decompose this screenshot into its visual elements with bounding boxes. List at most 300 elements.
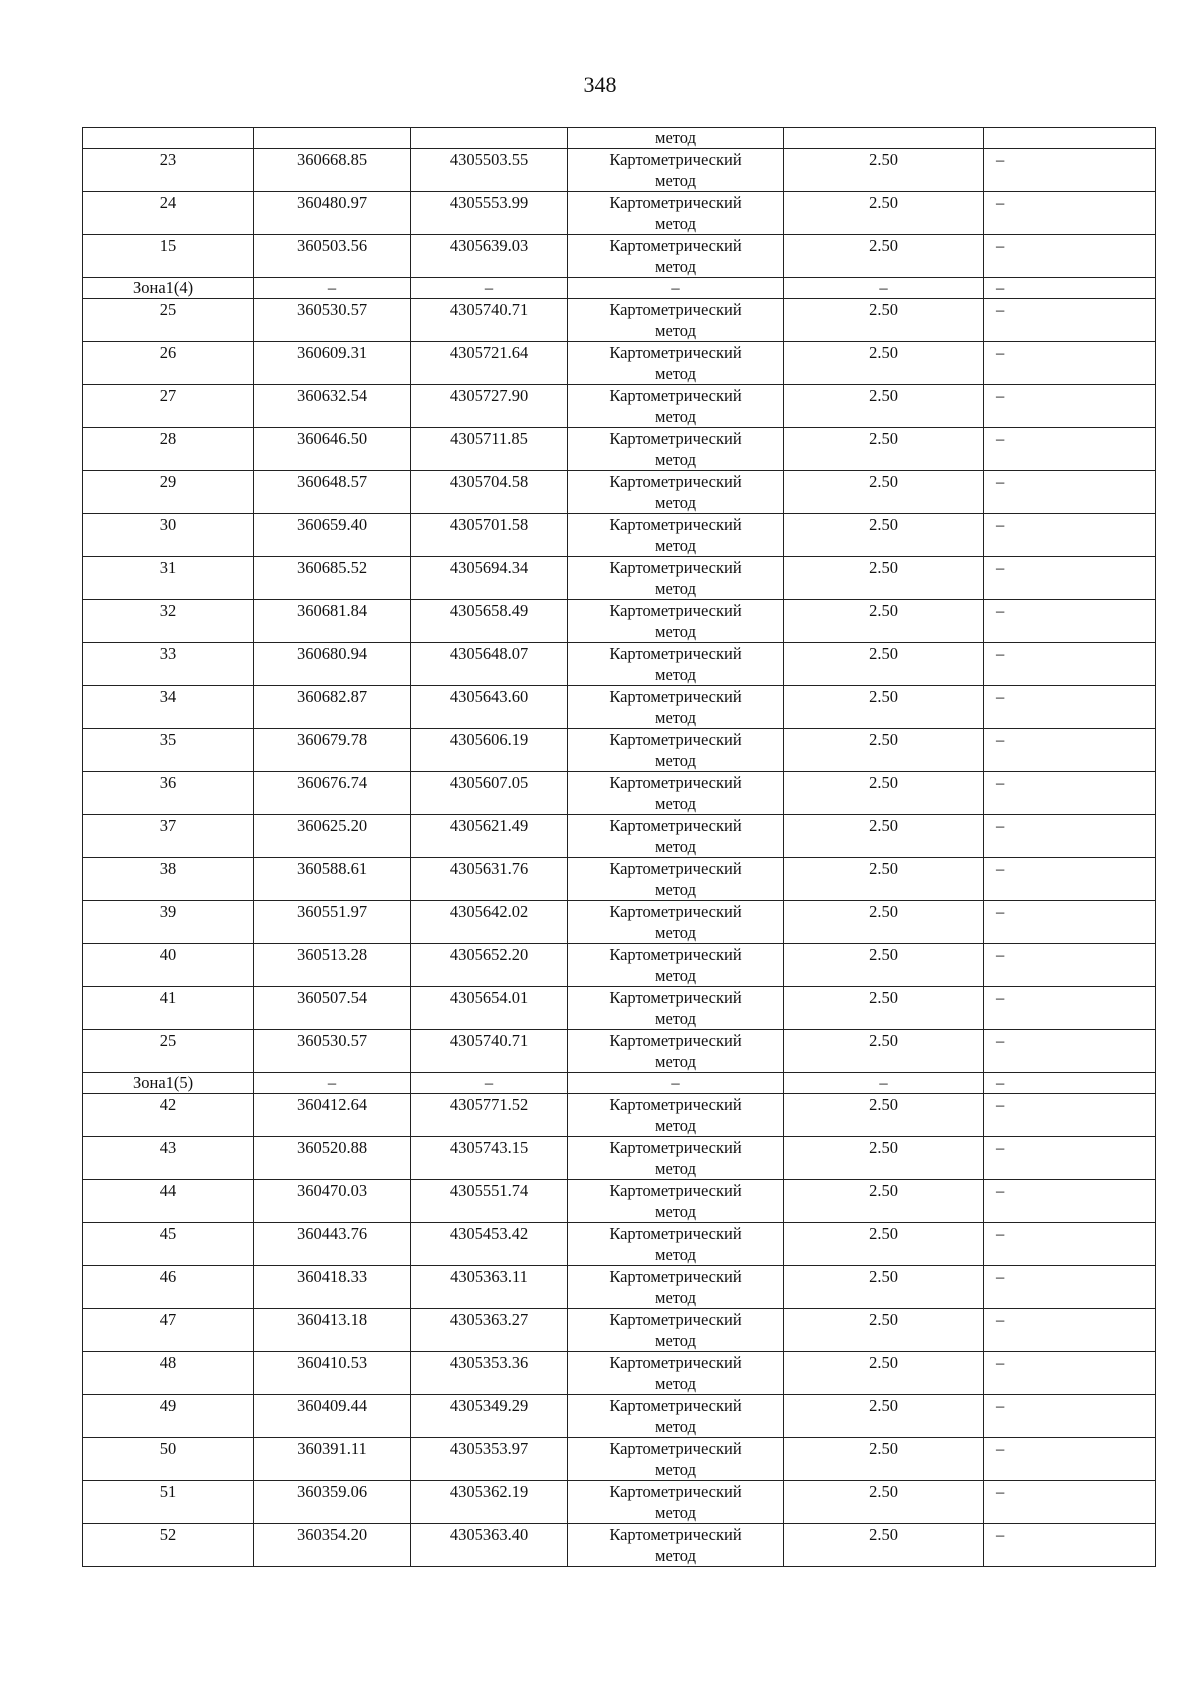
point-number-cell: 35 [83, 729, 254, 772]
method-cell [568, 428, 784, 471]
x-coordinate-cell: 360507.54 [254, 987, 411, 1030]
method-line-1: Картометрический [609, 558, 742, 577]
accuracy-cell: 2.50 [784, 557, 984, 600]
accuracy-cell: 2.50 [784, 1094, 984, 1137]
point-number-cell: 39 [83, 901, 254, 944]
method-cell [568, 772, 784, 815]
x-coordinate-cell: 360412.64 [254, 1094, 411, 1137]
method-line-1: Картометрический [609, 1095, 742, 1114]
y-coordinate-cell: 4305363.11 [411, 1266, 568, 1309]
method-line-2: метод [655, 214, 696, 233]
method-line-2: метод [655, 321, 696, 340]
x-coordinate-cell: 360354.20 [254, 1524, 411, 1567]
y-coordinate-cell: 4305349.29 [411, 1395, 568, 1438]
continuation-cell-y [411, 128, 568, 149]
method-cell [568, 192, 784, 235]
point-number-cell: 38 [83, 858, 254, 901]
table-row [83, 987, 1156, 1030]
note-cell: – [984, 1223, 1156, 1266]
method-line-1: Картометрический [609, 300, 742, 319]
y-coordinate-cell: 4305621.49 [411, 815, 568, 858]
method-line-2: метод [655, 364, 696, 383]
y-coordinate-cell: 4305607.05 [411, 772, 568, 815]
method-line-2: метод [655, 1288, 696, 1307]
point-number-cell: 44 [83, 1180, 254, 1223]
method-line-1: Картометрический [609, 1439, 742, 1458]
table-row [83, 1030, 1156, 1073]
y-coordinate-cell: 4305606.19 [411, 729, 568, 772]
accuracy-cell: 2.50 [784, 471, 984, 514]
note-cell: – [984, 471, 1156, 514]
note-cell: – [984, 901, 1156, 944]
method-line-1: Картометрический [609, 773, 742, 792]
table-row [83, 1223, 1156, 1266]
method-line-2: метод [655, 1009, 696, 1028]
accuracy-cell: 2.50 [784, 1030, 984, 1073]
note-cell: – [984, 729, 1156, 772]
point-number-cell: 33 [83, 643, 254, 686]
method-line-1: Картометрический [609, 1031, 742, 1050]
point-number-cell: 48 [83, 1352, 254, 1395]
point-number-cell: 30 [83, 514, 254, 557]
table-row [83, 1137, 1156, 1180]
method-line-2: метод [655, 1417, 696, 1436]
y-coordinate-cell: 4305642.02 [411, 901, 568, 944]
y-coordinate-cell: 4305551.74 [411, 1180, 568, 1223]
accuracy-cell: 2.50 [784, 192, 984, 235]
note-cell: – [984, 1352, 1156, 1395]
method-cell [568, 1094, 784, 1137]
note-cell: – [984, 342, 1156, 385]
accuracy-cell: 2.50 [784, 514, 984, 557]
x-coordinate-cell: 360681.84 [254, 600, 411, 643]
y-coordinate-cell: 4305363.27 [411, 1309, 568, 1352]
method-cell [568, 385, 784, 428]
method-line-1: Картометрический [609, 902, 742, 921]
table-row [83, 428, 1156, 471]
accuracy-cell: 2.50 [784, 772, 984, 815]
y-coordinate-cell: 4305658.49 [411, 600, 568, 643]
method-line-1: Картометрический [609, 472, 742, 491]
method-line-1: Картометрический [609, 1396, 742, 1415]
accuracy-cell: 2.50 [784, 1266, 984, 1309]
accuracy-cell: 2.50 [784, 385, 984, 428]
y-coordinate-cell: 4305353.97 [411, 1438, 568, 1481]
y-coordinate-cell: 4305503.55 [411, 149, 568, 192]
method-line-2: метод [655, 493, 696, 512]
y-coordinate-cell: 4305652.20 [411, 944, 568, 987]
note-cell: – [984, 149, 1156, 192]
method-cell [568, 600, 784, 643]
point-number-cell: 41 [83, 987, 254, 1030]
method-cell [568, 1395, 784, 1438]
note-cell: – [984, 772, 1156, 815]
x-coordinate-cell: 360409.44 [254, 1395, 411, 1438]
point-number-cell: 27 [83, 385, 254, 428]
method-cell [568, 235, 784, 278]
method-line-1: Картометрический [609, 687, 742, 706]
zone-dash-cell: – [984, 278, 1156, 299]
x-coordinate-cell: 360632.54 [254, 385, 411, 428]
accuracy-cell: 2.50 [784, 815, 984, 858]
table-row [83, 686, 1156, 729]
table-row [83, 1094, 1156, 1137]
x-coordinate-cell: 360391.11 [254, 1438, 411, 1481]
method-line-1: Картометрический [609, 515, 742, 534]
accuracy-cell: 2.50 [784, 1438, 984, 1481]
method-line-2: метод [655, 1202, 696, 1221]
method-line-2: метод [655, 923, 696, 942]
method-cell [568, 858, 784, 901]
x-coordinate-cell: 360679.78 [254, 729, 411, 772]
method-cell [568, 1438, 784, 1481]
table-row [83, 385, 1156, 428]
table-row [83, 815, 1156, 858]
method-cell [568, 1137, 784, 1180]
x-coordinate-cell: 360520.88 [254, 1137, 411, 1180]
y-coordinate-cell: 4305740.71 [411, 299, 568, 342]
accuracy-cell: 2.50 [784, 235, 984, 278]
method-line-2: метод [655, 1116, 696, 1135]
zone-dash-cell: – [568, 1073, 784, 1094]
point-number-cell: 31 [83, 557, 254, 600]
point-number-cell: 25 [83, 1030, 254, 1073]
y-coordinate-cell: 4305362.19 [411, 1481, 568, 1524]
x-coordinate-cell: 360513.28 [254, 944, 411, 987]
x-coordinate-cell: 360359.06 [254, 1481, 411, 1524]
y-coordinate-cell: 4305771.52 [411, 1094, 568, 1137]
accuracy-cell: 2.50 [784, 1524, 984, 1567]
method-line-2: метод [655, 536, 696, 555]
y-coordinate-cell: 4305639.03 [411, 235, 568, 278]
method-line-2: метод [655, 708, 696, 727]
y-coordinate-cell: 4305453.42 [411, 1223, 568, 1266]
note-cell: – [984, 428, 1156, 471]
accuracy-cell: 2.50 [784, 944, 984, 987]
method-cell [568, 901, 784, 944]
zone-dash-cell: – [984, 1073, 1156, 1094]
accuracy-cell: 2.50 [784, 1481, 984, 1524]
method-line-2: метод [655, 450, 696, 469]
method-line-1: Картометрический [609, 1353, 742, 1372]
x-coordinate-cell: 360668.85 [254, 149, 411, 192]
accuracy-cell: 2.50 [784, 858, 984, 901]
accuracy-cell: 2.50 [784, 1137, 984, 1180]
method-line-2: метод [655, 1546, 696, 1565]
method-line-1: Картометрический [609, 601, 742, 620]
method-cell [568, 557, 784, 600]
accuracy-cell: 2.50 [784, 686, 984, 729]
method-cell [568, 471, 784, 514]
accuracy-cell: 2.50 [784, 1223, 984, 1266]
method-cell [568, 1481, 784, 1524]
method-line-2: метод [655, 1052, 696, 1071]
method-cell [568, 342, 784, 385]
x-coordinate-cell: 360413.18 [254, 1309, 411, 1352]
zone-dash-cell: – [784, 278, 984, 299]
method-line-2: метод [655, 579, 696, 598]
y-coordinate-cell: 4305643.60 [411, 686, 568, 729]
x-coordinate-cell: 360418.33 [254, 1266, 411, 1309]
method-line-2: метод [655, 1460, 696, 1479]
continuation-cell-note [984, 128, 1156, 149]
continuation-cell-number [83, 128, 254, 149]
x-coordinate-cell: 360682.87 [254, 686, 411, 729]
accuracy-cell: 2.50 [784, 729, 984, 772]
y-coordinate-cell: 4305694.34 [411, 557, 568, 600]
table-row [83, 514, 1156, 557]
method-cell [568, 1030, 784, 1073]
method-line-1: Картометрический [609, 1525, 742, 1544]
table-row [83, 1481, 1156, 1524]
y-coordinate-cell: 4305704.58 [411, 471, 568, 514]
method-line-2: метод [655, 1374, 696, 1393]
point-number-cell: 45 [83, 1223, 254, 1266]
accuracy-cell: 2.50 [784, 987, 984, 1030]
y-coordinate-cell: 4305648.07 [411, 643, 568, 686]
table-row [83, 342, 1156, 385]
point-number-cell: 24 [83, 192, 254, 235]
zone-dash-cell: – [254, 1073, 411, 1094]
method-cell [568, 686, 784, 729]
point-number-cell: 52 [83, 1524, 254, 1567]
method-cell [568, 514, 784, 557]
y-coordinate-cell: 4305353.36 [411, 1352, 568, 1395]
method-line-2: метод [655, 171, 696, 190]
method-line-2: метод [655, 1331, 696, 1350]
point-number-cell: 43 [83, 1137, 254, 1180]
accuracy-cell: 2.50 [784, 600, 984, 643]
table-row [83, 299, 1156, 342]
table-row [83, 944, 1156, 987]
table-row [83, 600, 1156, 643]
point-number-cell: 47 [83, 1309, 254, 1352]
table-row [83, 901, 1156, 944]
table-row [83, 192, 1156, 235]
y-coordinate-cell: 4305553.99 [411, 192, 568, 235]
method-line-2: метод [655, 407, 696, 426]
note-cell: – [984, 944, 1156, 987]
table-row [83, 471, 1156, 514]
note-cell: – [984, 235, 1156, 278]
note-cell: – [984, 192, 1156, 235]
x-coordinate-cell: 360625.20 [254, 815, 411, 858]
table-row [83, 858, 1156, 901]
y-coordinate-cell: 4305363.40 [411, 1524, 568, 1567]
method-line-1: Картометрический [609, 386, 742, 405]
note-cell: – [984, 514, 1156, 557]
page-number: 348 [583, 72, 617, 97]
table-row [83, 1309, 1156, 1352]
method-line-1: Картометрический [609, 429, 742, 448]
zone-dash-cell: – [568, 278, 784, 299]
y-coordinate-cell: 4305711.85 [411, 428, 568, 471]
method-line-1: Картометрический [609, 1482, 742, 1501]
x-coordinate-cell: 360551.97 [254, 901, 411, 944]
y-coordinate-cell: 4305701.58 [411, 514, 568, 557]
method-cell [568, 1352, 784, 1395]
x-coordinate-cell: 360648.57 [254, 471, 411, 514]
x-coordinate-cell: 360443.76 [254, 1223, 411, 1266]
method-line-1: Картометрический [609, 1224, 742, 1243]
coordinates-table [82, 127, 1156, 1567]
method-cell [568, 1180, 784, 1223]
point-number-cell: 25 [83, 299, 254, 342]
method-line-1: Картометрический [609, 816, 742, 835]
method-cell [568, 643, 784, 686]
method-line-2: метод [655, 665, 696, 684]
method-cell [568, 299, 784, 342]
x-coordinate-cell: 360588.61 [254, 858, 411, 901]
accuracy-cell: 2.50 [784, 342, 984, 385]
method-line-2: метод [655, 1503, 696, 1522]
point-number-cell: 34 [83, 686, 254, 729]
note-cell: – [984, 858, 1156, 901]
continuation-cell-x [254, 128, 411, 149]
note-cell: – [984, 1438, 1156, 1481]
method-line-1: Картометрический [609, 1138, 742, 1157]
accuracy-cell: 2.50 [784, 1395, 984, 1438]
note-cell: – [984, 686, 1156, 729]
note-cell: – [984, 1094, 1156, 1137]
point-number-cell: 23 [83, 149, 254, 192]
accuracy-cell: 2.50 [784, 643, 984, 686]
point-number-cell: 29 [83, 471, 254, 514]
method-cell [568, 1524, 784, 1567]
note-cell: – [984, 600, 1156, 643]
zone-dash-cell: – [411, 1073, 568, 1094]
continuation-cell-accuracy [784, 128, 984, 149]
method-line-2: метод [655, 751, 696, 770]
note-cell: – [984, 1481, 1156, 1524]
method-line-1: Картометрический [609, 945, 742, 964]
zone-name-cell: Зона1(4) [83, 278, 254, 299]
method-line-2: метод [655, 1159, 696, 1178]
continuation-row [83, 128, 1156, 149]
method-cell [568, 987, 784, 1030]
zone-header-row [83, 278, 1156, 299]
x-coordinate-cell: 360410.53 [254, 1352, 411, 1395]
x-coordinate-cell: 360503.56 [254, 235, 411, 278]
x-coordinate-cell: 360530.57 [254, 1030, 411, 1073]
note-cell: – [984, 815, 1156, 858]
table-row [83, 557, 1156, 600]
method-line-1: Картометрический [609, 193, 742, 212]
point-number-cell: 42 [83, 1094, 254, 1137]
method-line-1: Картометрический [609, 236, 742, 255]
table-row [83, 1180, 1156, 1223]
table-row [83, 235, 1156, 278]
method-line-2: метод [655, 966, 696, 985]
point-number-cell: 32 [83, 600, 254, 643]
x-coordinate-cell: 360470.03 [254, 1180, 411, 1223]
method-line-2: метод [655, 257, 696, 276]
note-cell: – [984, 1137, 1156, 1180]
method-line-1: Картометрический [609, 988, 742, 1007]
method-line-1: Картометрический [609, 343, 742, 362]
method-line-2: метод [655, 1245, 696, 1264]
method-line-2: метод [655, 837, 696, 856]
note-cell: – [984, 643, 1156, 686]
zone-name-cell: Зона1(5) [83, 1073, 254, 1094]
table-row [83, 1524, 1156, 1567]
note-cell: – [984, 299, 1156, 342]
x-coordinate-cell: 360676.74 [254, 772, 411, 815]
method-cell [568, 1309, 784, 1352]
point-number-cell: 49 [83, 1395, 254, 1438]
method-cell [568, 944, 784, 987]
zone-dash-cell: – [784, 1073, 984, 1094]
table-row [83, 149, 1156, 192]
x-coordinate-cell: 360480.97 [254, 192, 411, 235]
x-coordinate-cell: 360609.31 [254, 342, 411, 385]
point-number-cell: 50 [83, 1438, 254, 1481]
table-row [83, 772, 1156, 815]
method-line-2: метод [655, 880, 696, 899]
point-number-cell: 37 [83, 815, 254, 858]
zone-header-row [83, 1073, 1156, 1094]
accuracy-cell: 2.50 [784, 299, 984, 342]
note-cell: – [984, 385, 1156, 428]
x-coordinate-cell: 360680.94 [254, 643, 411, 686]
y-coordinate-cell: 4305631.76 [411, 858, 568, 901]
method-line-1: Картометрический [609, 1267, 742, 1286]
accuracy-cell: 2.50 [784, 149, 984, 192]
table-row [83, 1438, 1156, 1481]
point-number-cell: 26 [83, 342, 254, 385]
table-row [83, 1352, 1156, 1395]
x-coordinate-cell: 360646.50 [254, 428, 411, 471]
accuracy-cell: 2.50 [784, 428, 984, 471]
y-coordinate-cell: 4305654.01 [411, 987, 568, 1030]
method-line-1: Картометрический [609, 644, 742, 663]
point-number-cell: 46 [83, 1266, 254, 1309]
point-number-cell: 51 [83, 1481, 254, 1524]
point-number-cell: 36 [83, 772, 254, 815]
method-line-1: Картометрический [609, 859, 742, 878]
x-coordinate-cell: 360530.57 [254, 299, 411, 342]
coordinates-table-body [83, 128, 1156, 1567]
table-row [83, 729, 1156, 772]
accuracy-cell: 2.50 [784, 1180, 984, 1223]
method-cell [568, 1266, 784, 1309]
zone-dash-cell: – [254, 278, 411, 299]
point-number-cell: 28 [83, 428, 254, 471]
x-coordinate-cell: 360685.52 [254, 557, 411, 600]
method-line-1: Картометрический [609, 1310, 742, 1329]
method-cell [568, 1223, 784, 1266]
accuracy-cell: 2.50 [784, 901, 984, 944]
note-cell: – [984, 1395, 1156, 1438]
table-row [83, 643, 1156, 686]
method-cell [568, 815, 784, 858]
point-number-cell: 15 [83, 235, 254, 278]
y-coordinate-cell: 4305721.64 [411, 342, 568, 385]
accuracy-cell: 2.50 [784, 1352, 984, 1395]
method-line-1: Картометрический [609, 1181, 742, 1200]
method-line-2: метод [655, 794, 696, 813]
note-cell: – [984, 1266, 1156, 1309]
method-line-1: Картометрический [609, 150, 742, 169]
note-cell: – [984, 987, 1156, 1030]
y-coordinate-cell: 4305743.15 [411, 1137, 568, 1180]
method-line-2: метод [655, 622, 696, 641]
method-cell [568, 729, 784, 772]
note-cell: – [984, 1524, 1156, 1567]
table-row [83, 1266, 1156, 1309]
point-number-cell: 40 [83, 944, 254, 987]
note-cell: – [984, 1030, 1156, 1073]
